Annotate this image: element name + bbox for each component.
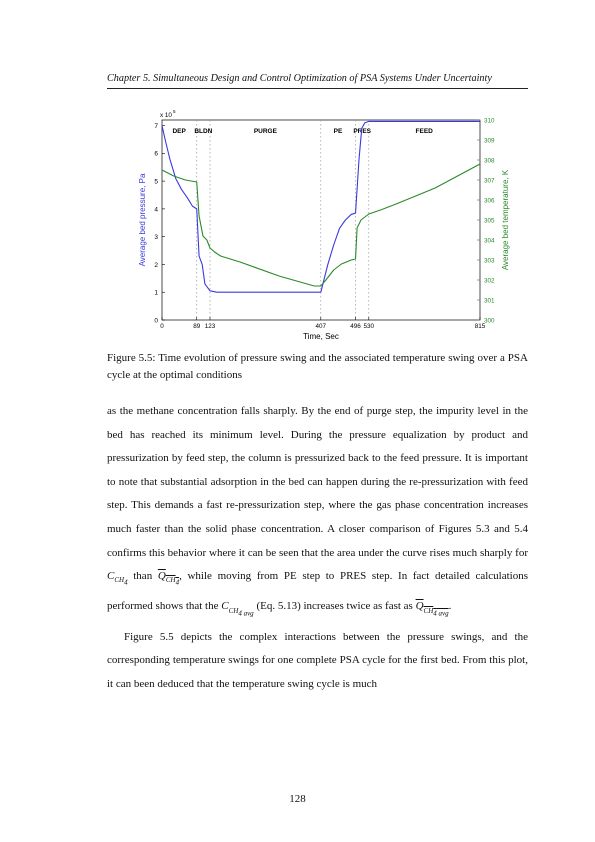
x-tick-label: 407 — [315, 323, 327, 330]
paragraph-2: Figure 5.5 depicts the complex interactions between the pressure swings, and the corresponding temperature swings for one complete PSA cycle for the first bed. From this plot, it can been deduced that the temperature swing cycle is much — [107, 630, 528, 690]
right-tick-label: 304 — [484, 237, 495, 245]
phase-label: PRES — [353, 128, 372, 135]
y-multiplier-exponent: 5 — [173, 109, 176, 114]
right-tick-label: 307 — [484, 177, 495, 185]
right-tick-label: 301 — [484, 297, 495, 305]
left-tick-label: 0 — [154, 317, 158, 325]
page-number: 128 — [289, 793, 306, 805]
p1-text-a: as the methane concentration falls sharply. By the end of purge step, the impurity level in the bed has reached its minimum level. During the pressure equalization by product and pressurization by feed step, the column is pressurized back to the feed pressure. It is important to note that substantial adsorption in the bed can happen during the re-pressurization with feed step. This demands a fast re-pressurization step, where the gas phase concentration increases much faster than the solid phase concentration. A closer comparison of Figures 5.3 and 5.4 confirms this behavior where it can be seen that the area under the curve rises much sharply for — [107, 405, 528, 559]
symbol-q-ch4-avg: $Q_{CH_{4 avg}}$ — [415, 600, 449, 617]
phase-label: PURGE — [253, 128, 277, 135]
right-tick-label: 309 — [484, 137, 495, 145]
paragraph-1 — [107, 400, 528, 626]
x-tick-label: 496 — [350, 323, 361, 330]
left-tick-label: 4 — [154, 206, 158, 214]
left-tick-label: 5 — [154, 178, 158, 186]
right-tick-label: 300 — [484, 317, 495, 325]
p1-text-e: . — [448, 600, 452, 613]
p1-text-b: than — [133, 570, 153, 583]
left-tick-label: 1 — [154, 289, 158, 297]
x-tick-label: 123 — [204, 323, 216, 330]
x-tick-label: 89 — [193, 323, 201, 330]
right-axis-label: Average bed temperature, K — [501, 169, 510, 271]
right-tick-label: 303 — [484, 257, 495, 265]
phase-label: DEP — [172, 128, 186, 135]
left-axis-label: Average bed pressure, Pa — [138, 173, 147, 267]
p1-text-d: (Eq. 5.13) increases twice as fast as — [256, 600, 413, 613]
phase-label: BLDN — [194, 128, 213, 135]
symbol-c-ch4-avg: $C_{CH_{4 avg}}$ — [221, 600, 254, 617]
right-tick-label: 306 — [484, 197, 495, 205]
header-rule — [107, 88, 528, 89]
left-tick-label: 3 — [154, 234, 158, 242]
symbol-c-ch4: $C_{CH_4}$ — [107, 570, 128, 587]
figure-caption: Figure 5.5: Time evolution of pressure swing and the associated temperature swing over a PSA cycle at the optimal conditions — [107, 352, 528, 381]
p1-text-c: , while moving from PE step to PRES step. In fact detailed calculations performed shows that the — [107, 570, 529, 613]
right-tick-label: 305 — [484, 217, 495, 225]
left-tick-label: 7 — [154, 122, 158, 130]
pressure-series-line — [162, 121, 480, 292]
running-header: Chapter 5. Simultaneous Design and Control Optimization of PSA Systems Under Uncertainty — [107, 73, 492, 84]
pressure-temperature-chart — [132, 108, 522, 343]
x-tick-label: 815 — [474, 323, 486, 330]
x-axis-label: Time, Sec — [303, 332, 339, 341]
right-tick-label: 302 — [484, 277, 495, 285]
symbol-q-ch4: $Q_{CH_4}$ — [157, 570, 180, 587]
right-tick-label: 310 — [484, 117, 495, 125]
x-tick-label: 0 — [160, 323, 164, 330]
x-tick-label: 530 — [363, 323, 375, 330]
body-text — [107, 400, 528, 696]
phase-label: PE — [333, 128, 343, 135]
y-multiplier: x 10 — [160, 112, 172, 119]
right-tick-label: 308 — [484, 157, 495, 165]
left-tick-label: 2 — [154, 261, 158, 269]
phase-label: FEED — [415, 128, 433, 135]
left-tick-label: 6 — [154, 150, 158, 158]
